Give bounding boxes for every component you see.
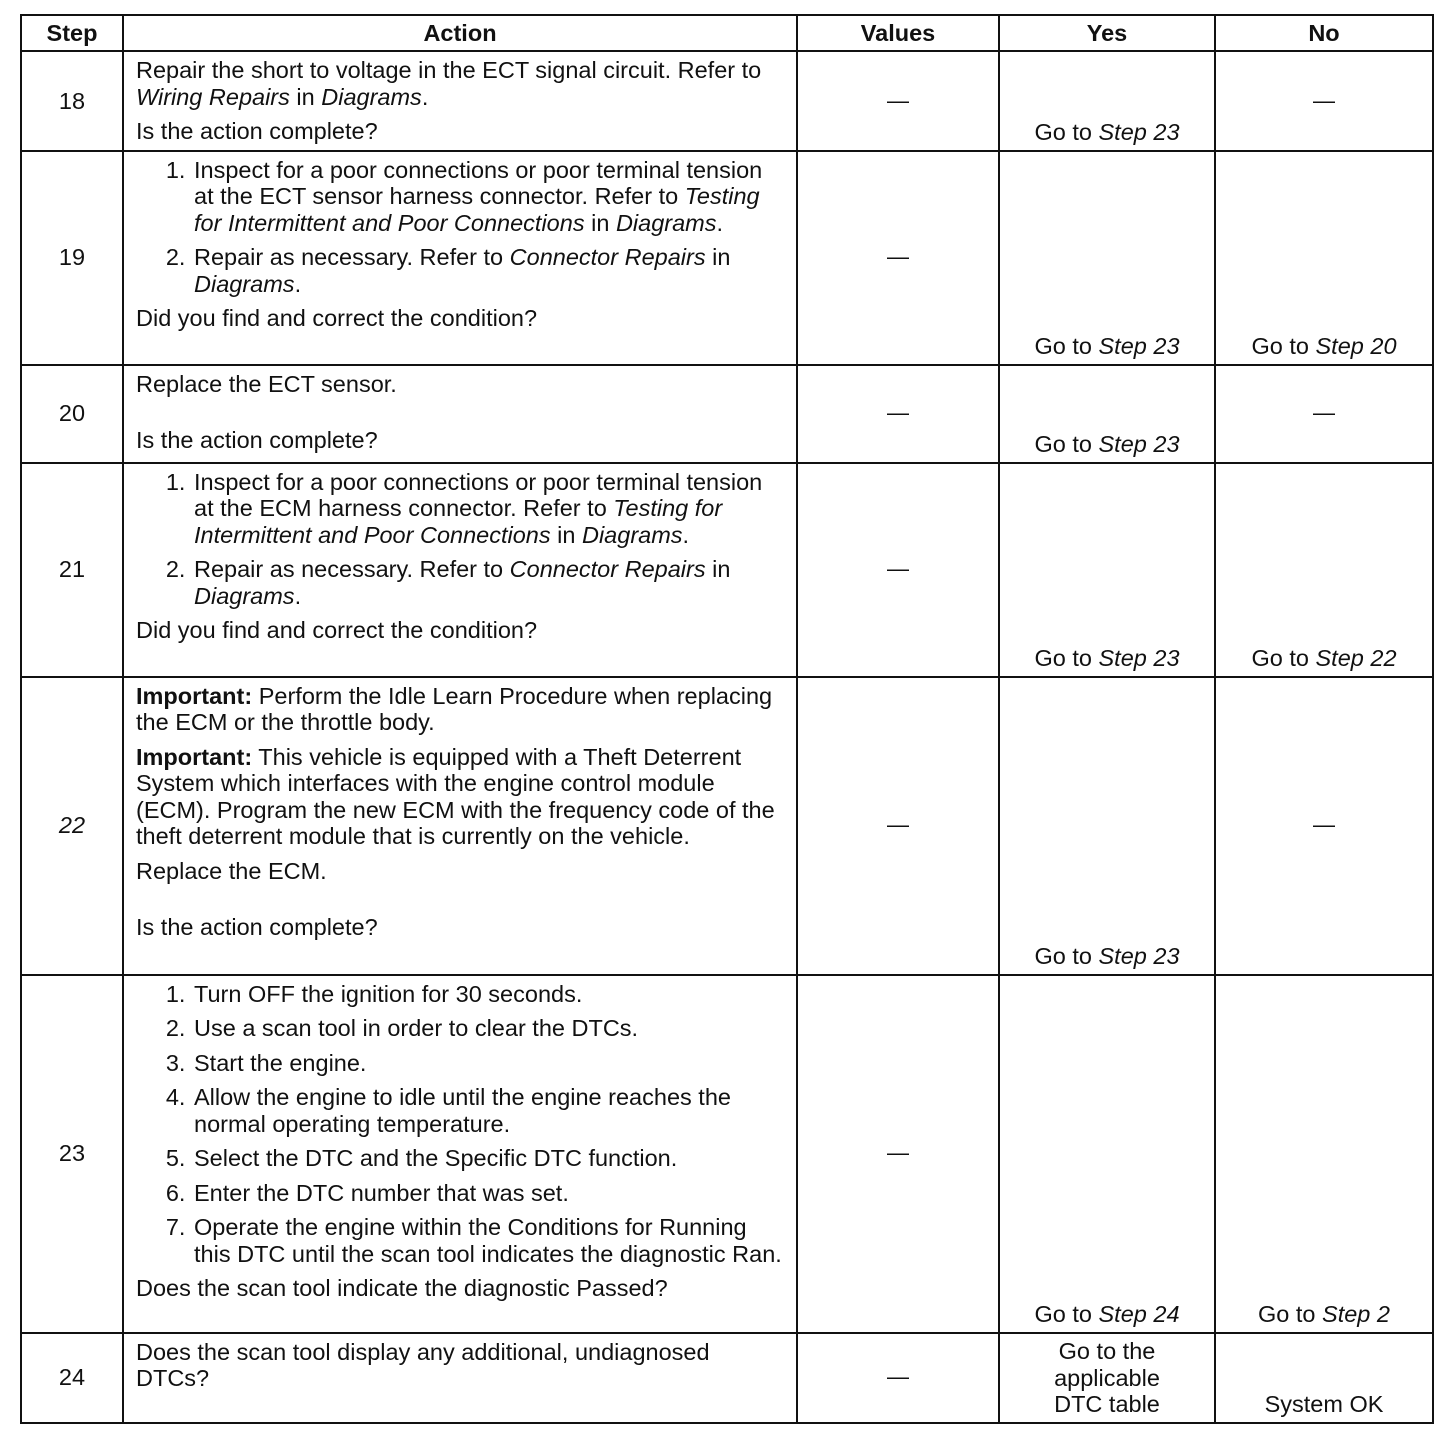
important-note: Important: This vehicle is equipped with a Theft Deterrent System which interfaces with the engine control module (ECM). Program the new ECM with the frequency code of the theft deterrent module that is currently on the vehicle. [136,743,775,849]
header-no: No [1215,15,1433,51]
action-cell [123,677,797,975]
step-number: 20 [21,365,123,463]
list-item: 4. Allow the engine to idle until the engine reaches the normal operating temperature. [192,1084,786,1137]
header-yes: Yes [999,15,1215,51]
table-row [21,975,1433,1333]
step-number: 19 [21,151,123,365]
no-cell: — [1215,677,1433,975]
action-cell [123,151,797,365]
table-row [21,365,1433,463]
step-number: 24 [21,1333,123,1423]
action-question: Is the action complete? [136,118,378,144]
list-item: 1. Inspect for a poor connections or poor terminal tension at the ECT sensor harness connector. Refer to Testing for Intermittent and Poor Connections in Diagrams. [192,157,786,237]
step-number: 22 [21,677,123,975]
action-text: Repair the short to voltage in the ECT signal circuit. Refer to Wiring Repairs in Diagrams. [136,57,762,110]
list-item: 2. Repair as necessary. Refer to Connector Repairs in Diagrams. [192,244,786,297]
yes-cell: Go to Step 24 [999,975,1215,1333]
yes-cell: Go to Step 23 [999,51,1215,151]
action-list [136,469,786,610]
action-text: Replace the ECT sensor. [136,370,397,397]
step-number: 23 [21,975,123,1333]
action-question: Is the action complete? [136,427,378,453]
table-row [21,463,1433,677]
list-item: 3. Start the engine. [192,1050,786,1077]
table-row [21,1333,1433,1423]
action-question: Did you find and correct the condition? [136,305,538,331]
action-cell [123,51,797,151]
list-item: 2. Use a scan tool in order to clear the DTCs. [192,1015,786,1042]
no-cell: — [1215,365,1433,463]
header-values: Values [797,15,999,51]
action-question: Does the scan tool display any additional, undiagnosed DTCs? [136,1338,710,1391]
action-question: Did you find and correct the condition? [136,617,538,643]
yes-cell: Go to Step 23 [999,365,1215,463]
values-cell: — [797,1333,999,1423]
list-item: 1. Turn OFF the ignition for 30 seconds. [192,981,786,1008]
important-note: Important: Perform the Idle Learn Procedure when replacing the ECM or the throttle body. [136,682,773,735]
action-cell [123,1333,797,1423]
action-text: Replace the ECM. [136,857,327,884]
list-item: 2. Repair as necessary. Refer to Connector Repairs in Diagrams. [192,556,786,609]
values-cell: — [797,365,999,463]
action-list [136,157,786,298]
action-cell [123,365,797,463]
values-cell: — [797,463,999,677]
values-cell: — [797,677,999,975]
header-step: Step [21,15,123,51]
no-cell: System OK [1215,1333,1433,1423]
no-cell: Go to Step 20 [1215,151,1433,365]
yes-cell: Go to Step 23 [999,677,1215,975]
action-list [136,981,786,1268]
step-number: 18 [21,51,123,151]
step-number: 21 [21,463,123,677]
list-item: 5. Select the DTC and the Specific DTC function. [192,1145,786,1172]
header-action: Action [123,15,797,51]
values-cell: — [797,975,999,1333]
values-cell: — [797,51,999,151]
table-row [21,151,1433,365]
list-item: 6. Enter the DTC number that was set. [192,1180,786,1207]
no-cell: Go to Step 22 [1215,463,1433,677]
list-item: 7. Operate the engine within the Conditions for Running this DTC until the scan tool indicates the diagnostic Ran. [192,1214,786,1267]
action-cell [123,463,797,677]
list-item: 1. Inspect for a poor connections or poor terminal tension at the ECM harness connector. Refer to Testing for Intermittent and Poor Connections in Diagrams. [192,469,786,549]
values-cell: — [797,151,999,365]
action-question: Is the action complete? [136,914,378,940]
no-cell: Go to Step 2 [1215,975,1433,1333]
no-cell: — [1215,51,1433,151]
action-cell [123,975,797,1333]
yes-cell: Go to Step 23 [999,463,1215,677]
diagnostic-table [20,14,1434,1424]
yes-cell: Go to the applicable DTC table [999,1333,1215,1423]
action-question: Does the scan tool indicate the diagnostic Passed? [136,1275,668,1301]
header-row [21,15,1433,51]
table-row [21,677,1433,975]
yes-cell: Go to Step 23 [999,151,1215,365]
table-row [21,51,1433,151]
